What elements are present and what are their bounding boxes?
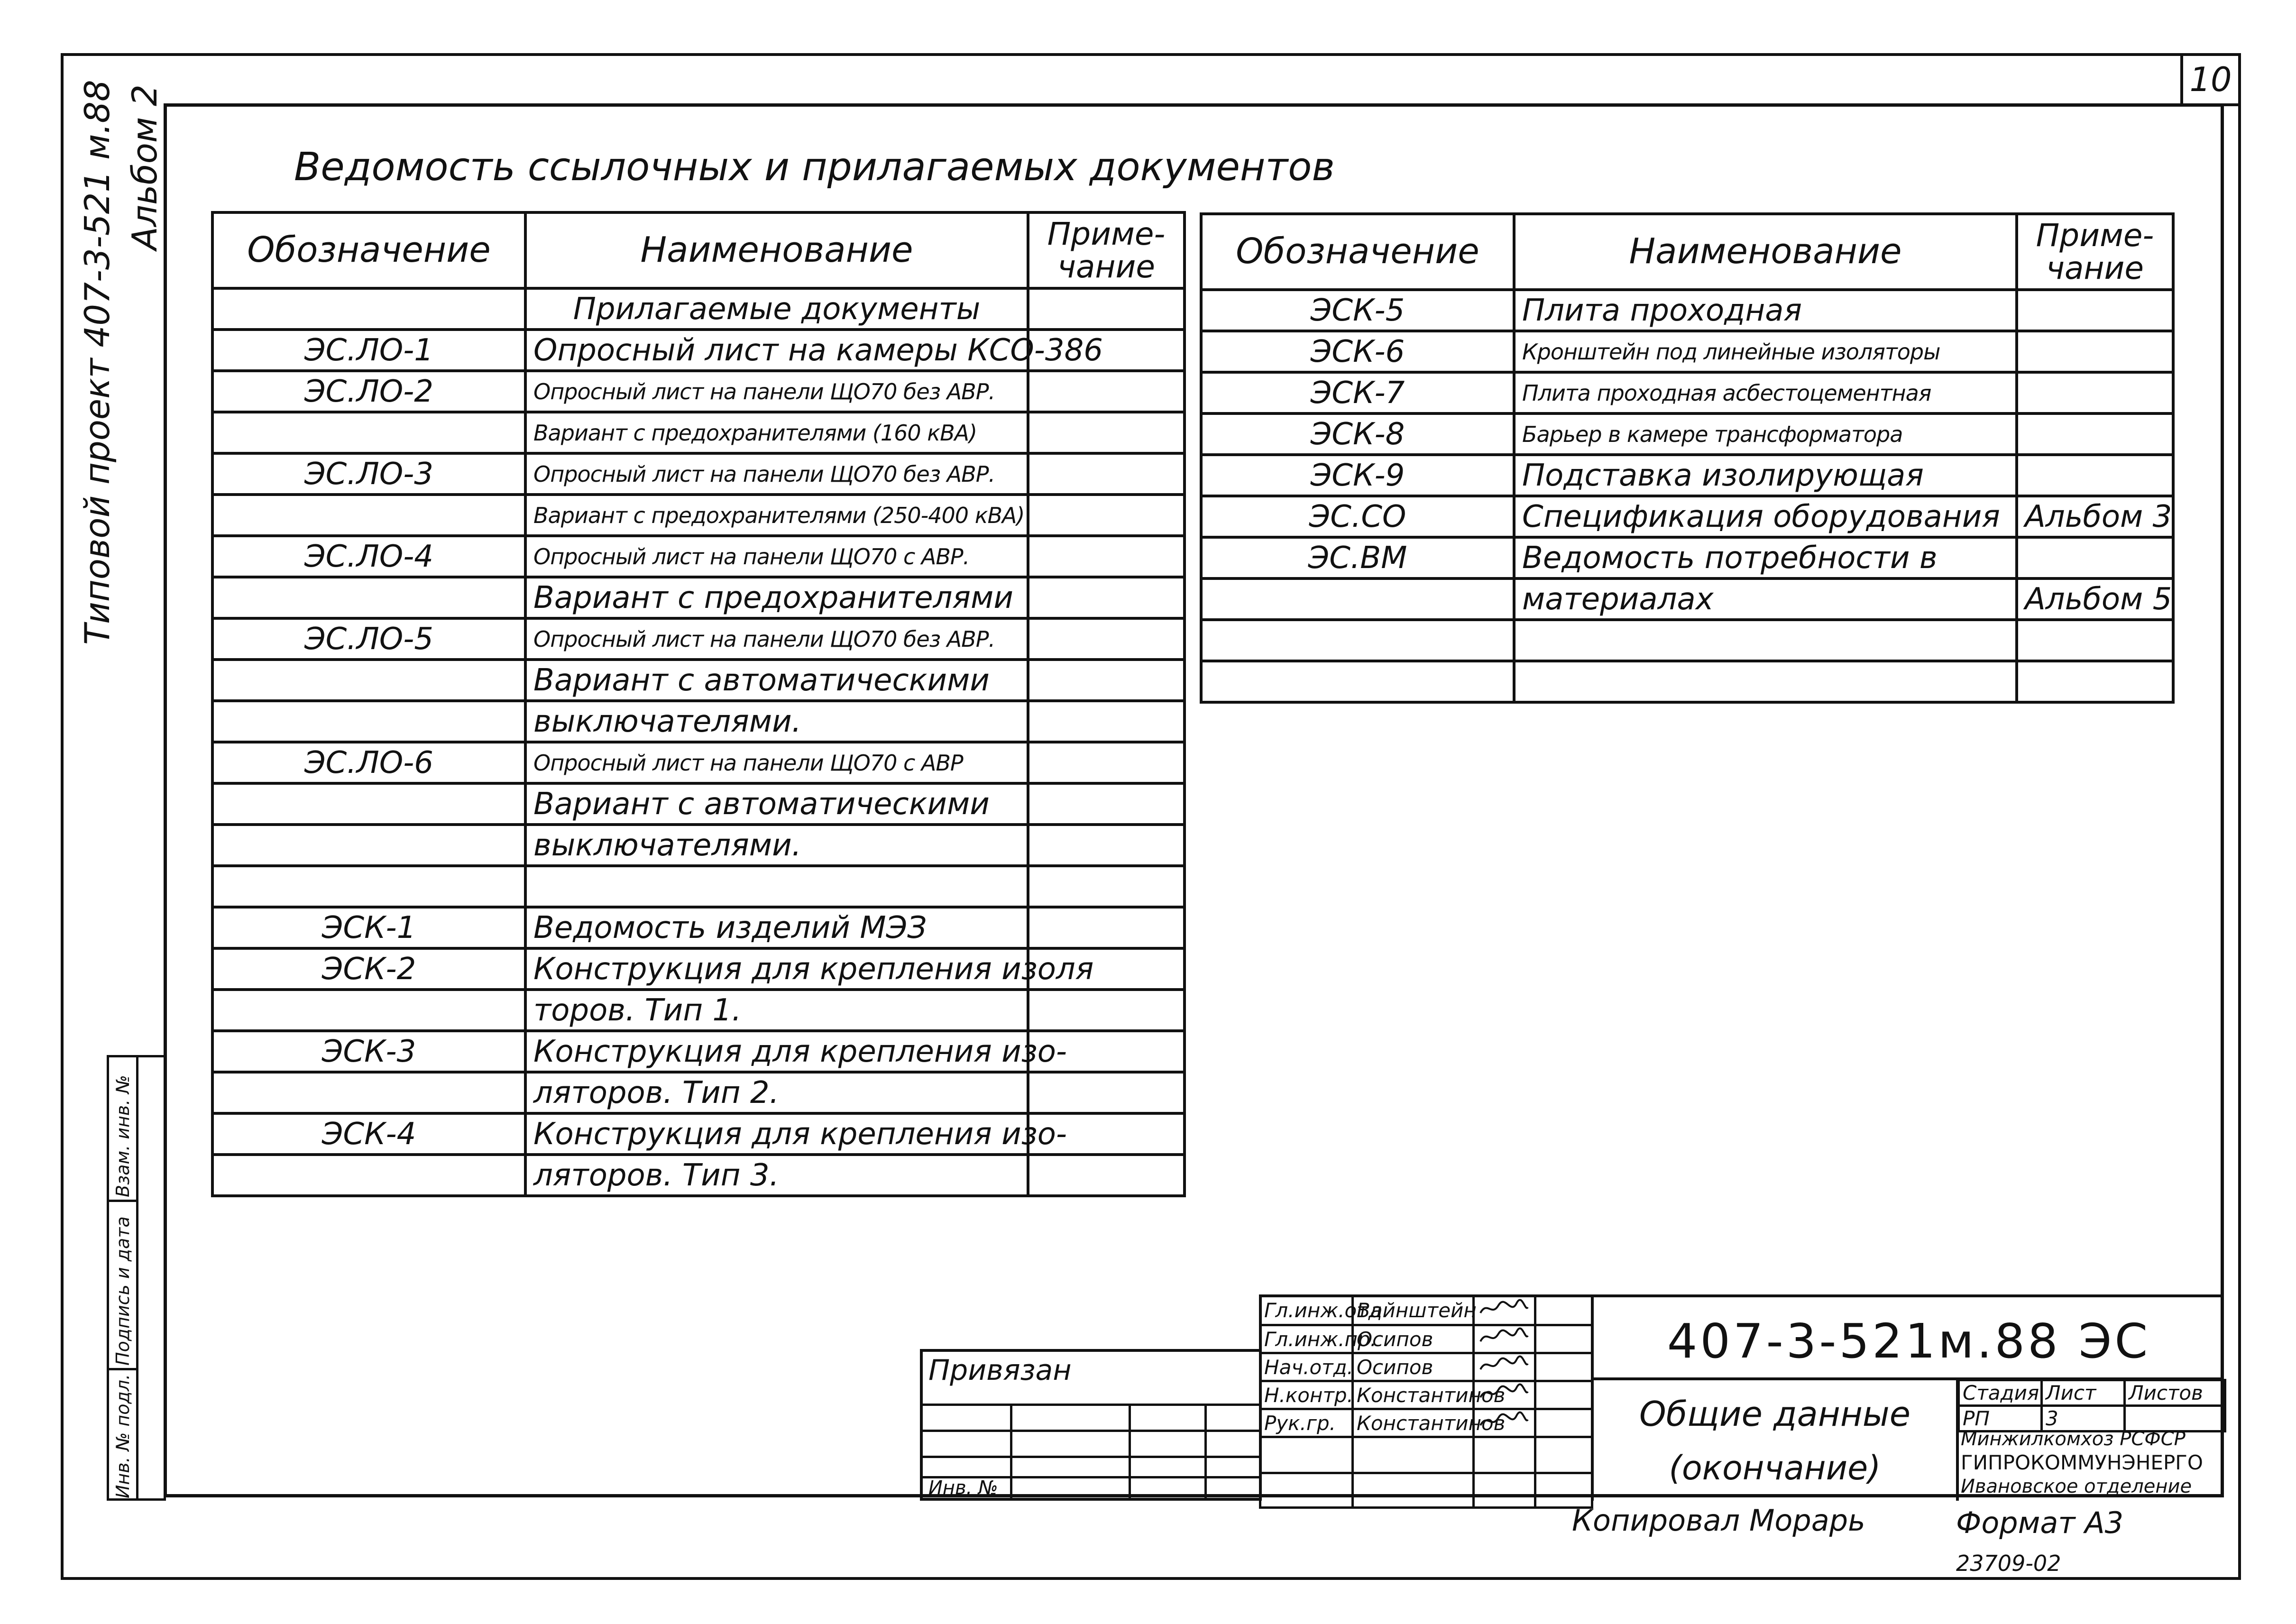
date-cell: [1353, 1473, 1474, 1508]
binding-stamp: [920, 1349, 1261, 1501]
date-cell: [1535, 1409, 1592, 1437]
organization-branch: Ивановское отделение: [1961, 1476, 2192, 1497]
note-cell: [1028, 536, 1185, 577]
designation-cell: ЭСК-1: [212, 907, 525, 948]
name-cell: Опросный лист на панели ЩО70 без АВР.: [525, 453, 1028, 495]
side-strip-inv: Инв. № подл.: [112, 1374, 133, 1498]
table-row: [212, 1031, 1185, 1072]
inventory-label: Инв. №: [928, 1477, 998, 1499]
name-cell: Опросный лист на панели ЩО70 без АВР.: [525, 618, 1028, 660]
name-cell: Конструкция для крепления изоля: [525, 948, 1028, 990]
designation-cell: ЭС.ЛО-5: [212, 618, 525, 660]
designation-cell: [212, 866, 525, 907]
designation-cell: [212, 495, 525, 536]
signature-name: Осипов: [1353, 1325, 1474, 1353]
date-cell: [1260, 1437, 1353, 1473]
format-label: Формат А3: [1956, 1505, 2124, 1540]
table-row: [212, 948, 1185, 990]
side-label-project: Типовой проект 407-3-521 м.88: [77, 80, 117, 645]
designation-cell: ЭСК-5: [1201, 290, 1514, 331]
note-cell: [1028, 907, 1185, 948]
signature-row: [1260, 1296, 1592, 1325]
note-cell: [1028, 453, 1185, 495]
name-cell: Подставка изолирующая: [1514, 455, 2017, 496]
note-cell: Альбом 3: [2017, 496, 2173, 537]
name-cell: Опросный лист на панели ЩО70 без АВР.: [525, 371, 1028, 412]
table-row: [212, 495, 1185, 536]
note-cell: [2017, 290, 2173, 331]
note-cell: [1028, 495, 1185, 536]
note-cell: Альбом 5: [2017, 578, 2173, 620]
signature-cell: [1474, 1296, 1535, 1325]
table-row: [1201, 413, 2173, 455]
name-cell: Ведомость изделий МЭЗ: [525, 907, 1028, 948]
table-row: [212, 701, 1185, 742]
designation-cell: ЭСК-7: [1201, 372, 1514, 413]
handwritten-signature-icon: [1478, 1298, 1530, 1319]
document-title: Общие данные: [1639, 1394, 1911, 1434]
table-row: [212, 453, 1185, 495]
date-cell: [1535, 1381, 1592, 1409]
table-row: [212, 907, 1185, 948]
signature-row: [1260, 1437, 1592, 1473]
table-row: [212, 660, 1185, 701]
designation-cell: ЭС.ЛО-4: [212, 536, 525, 577]
designation-cell: [212, 288, 525, 330]
name-cell: торов. Тип 1.: [525, 990, 1028, 1031]
name-cell: Ведомость потребности в: [1514, 537, 2017, 578]
note-cell: [1028, 825, 1185, 866]
table-row: [1201, 661, 2173, 702]
col-header-name: Наименование: [525, 212, 1028, 288]
handwritten-signature-icon: [1478, 1326, 1530, 1347]
table-row: [1201, 372, 2173, 413]
signature-row: [1260, 1353, 1592, 1381]
sheet-value: 3: [2042, 1406, 2125, 1431]
side-label-album: Альбом 2: [125, 84, 165, 250]
organization-institute: ГИПРОКОММУНЭНЕРГО: [1961, 1451, 2203, 1474]
table-row: [1201, 331, 2173, 372]
designation-cell: ЭСК-3: [212, 1031, 525, 1072]
title-block: [1259, 1294, 2224, 1501]
name-cell: Конструкция для крепления изо-: [525, 1113, 1028, 1155]
table-row: [212, 866, 1185, 907]
designation-cell: ЭС.ВМ: [1201, 537, 1514, 578]
designation-cell: ЭСК-6: [1201, 331, 1514, 372]
side-strip-replacement: Взам. инв. №: [112, 1074, 133, 1197]
table-row: [1201, 537, 2173, 578]
note-cell: [1028, 742, 1185, 783]
page-title: Ведомость ссылочных и прилагаемых документов: [294, 145, 1335, 190]
table-row: [1201, 578, 2173, 620]
note-cell: [2017, 537, 2173, 578]
table-row: [212, 1155, 1185, 1196]
stage-table: [1957, 1379, 2226, 1432]
note-cell: [2017, 413, 2173, 455]
designation-cell: [212, 783, 525, 825]
table-row: [212, 412, 1185, 453]
stage-value: РП: [1959, 1406, 2042, 1431]
note-cell: [1028, 412, 1185, 453]
name-cell: Плита проходная асбестоцементная: [1514, 372, 2017, 413]
handwritten-signature-icon: [1478, 1410, 1530, 1431]
name-cell: [1514, 661, 2017, 702]
designation-cell: [212, 1072, 525, 1113]
date-cell: [1535, 1325, 1592, 1353]
note-cell: [1028, 1072, 1185, 1113]
note-cell: [1028, 1155, 1185, 1196]
signature-cell: [1474, 1381, 1535, 1409]
table-row: [212, 990, 1185, 1031]
note-cell: [1028, 577, 1185, 618]
designation-cell: ЭСК-2: [212, 948, 525, 990]
side-strip-signature: Подпись и дата: [112, 1216, 133, 1366]
name-cell: Спецификация оборудования: [1514, 496, 2017, 537]
side-label: [71, 80, 166, 645]
designation-cell: [212, 701, 525, 742]
name-cell: материалах: [1514, 578, 2017, 620]
name-cell: Вариант с предохранителями: [525, 577, 1028, 618]
date-cell: [1535, 1353, 1592, 1381]
table-row: [212, 371, 1185, 412]
sheet-header: Лист: [2042, 1380, 2125, 1406]
col-header-designation: Обозначение: [1201, 214, 1514, 290]
table-row: [212, 577, 1185, 618]
designation-cell: ЭС.ЛО-1: [212, 330, 525, 371]
signature-role: Нач.отд.: [1260, 1353, 1353, 1381]
signature-name: Константинов: [1353, 1381, 1474, 1409]
organization: [1961, 1427, 2224, 1498]
side-strip: [107, 1055, 166, 1501]
name-cell: Вариант с автоматическими: [525, 783, 1028, 825]
signature-cell: [1474, 1353, 1535, 1381]
designation-cell: [212, 577, 525, 618]
date-cell: [1535, 1437, 1592, 1473]
name-cell: Прилагаемые документы: [525, 288, 1028, 330]
table-row: [1201, 620, 2173, 661]
table-row: [212, 783, 1185, 825]
name-cell: Барьер в камере трансформатора: [1514, 413, 2017, 455]
note-cell: [1028, 866, 1185, 907]
archive-number: 23709-02: [1956, 1551, 2061, 1576]
note-cell: [1028, 990, 1185, 1031]
col-header-note: Приме- чание: [1028, 212, 1185, 288]
table-row: [212, 288, 1185, 330]
note-cell: [1028, 701, 1185, 742]
designation-cell: [1201, 578, 1514, 620]
stage-header: Стадия: [1959, 1380, 2042, 1406]
col-header-designation: Обозначение: [212, 212, 525, 288]
note-cell: [1028, 288, 1185, 330]
table-row: [212, 536, 1185, 577]
note-cell: [2017, 620, 2173, 661]
note-cell: [2017, 455, 2173, 496]
document-subtitle: (окончание): [1669, 1449, 1881, 1487]
document-code: 407-3-521м.88 ЭС: [1667, 1313, 2151, 1369]
signature-name: Вайнштейн: [1353, 1296, 1474, 1325]
table-row: [212, 1072, 1185, 1113]
table-row: [212, 330, 1185, 371]
name-cell: Опросный лист на панели ЩО70 с АВР.: [525, 536, 1028, 577]
signature-table: [1259, 1294, 1593, 1509]
left-document-table: [211, 211, 1186, 1197]
signature-cell: [1474, 1409, 1535, 1437]
signature-name: Константинов: [1353, 1409, 1474, 1437]
name-cell: Опросный лист на панели ЩО70 с АВР: [525, 742, 1028, 783]
col-header-note: Приме- чание: [2017, 214, 2173, 290]
note-cell: [2017, 331, 2173, 372]
designation-cell: [212, 660, 525, 701]
designation-cell: ЭСК-9: [1201, 455, 1514, 496]
table-row: [1201, 496, 2173, 537]
signature-row: [1260, 1325, 1592, 1353]
name-cell: Вариант с автоматическими: [525, 660, 1028, 701]
designation-cell: ЭСК-8: [1201, 413, 1514, 455]
name-cell: ляторов. Тип 3.: [525, 1155, 1028, 1196]
name-cell: Вариант с предохранителями (160 кВА): [525, 412, 1028, 453]
signature-role: Гл.инж.пр.: [1260, 1325, 1353, 1353]
signature-row: [1260, 1473, 1592, 1508]
designation-cell: [212, 990, 525, 1031]
signature-cell: [1474, 1437, 1535, 1473]
date-cell: [1260, 1473, 1353, 1508]
name-cell: [525, 866, 1028, 907]
note-cell: [1028, 783, 1185, 825]
note-cell: [2017, 661, 2173, 702]
designation-cell: ЭС.ЛО-6: [212, 742, 525, 783]
designation-cell: [212, 825, 525, 866]
name-cell: Кронштейн под линейные изоляторы: [1514, 331, 2017, 372]
table-row: [1201, 290, 2173, 331]
table-row: [212, 1113, 1185, 1155]
right-document-table: [1200, 212, 2175, 704]
copied-by: Копировал Морарь: [1572, 1503, 1865, 1538]
designation-cell: ЭС.СО: [1201, 496, 1514, 537]
note-cell: [2017, 372, 2173, 413]
sheets-header: Листов: [2125, 1380, 2225, 1406]
designation-cell: [1201, 661, 1514, 702]
note-cell: [1028, 371, 1185, 412]
designation-cell: ЭС.ЛО-2: [212, 371, 525, 412]
signature-role: Н.контр.: [1260, 1381, 1353, 1409]
signature-cell: [1474, 1325, 1535, 1353]
date-cell: [1535, 1296, 1592, 1325]
col-header-name: Наименование: [1514, 214, 2017, 290]
table-row: [212, 742, 1185, 783]
sheet-number-box: [2180, 53, 2241, 106]
organization-ministry: Минжилкомхоз РСФСР: [1961, 1428, 2186, 1450]
signature-cell: [1474, 1473, 1535, 1508]
name-cell: Вариант с предохранителями (250-400 кВА): [525, 495, 1028, 536]
handwritten-signature-icon: [1478, 1382, 1530, 1403]
table-row: [1201, 455, 2173, 496]
sheet-number: 10: [2189, 60, 2232, 99]
name-cell: Опросный лист на камеры КСО-386: [525, 330, 1028, 371]
signature-role: Рук.гр.: [1260, 1409, 1353, 1437]
designation-cell: [1201, 620, 1514, 661]
designation-cell: [212, 412, 525, 453]
signature-name: Осипов: [1353, 1353, 1474, 1381]
designation-cell: ЭСК-4: [212, 1113, 525, 1155]
table-row: [212, 825, 1185, 866]
name-cell: [1514, 620, 2017, 661]
signature-row: [1260, 1409, 1592, 1437]
date-cell: [1535, 1473, 1592, 1508]
name-cell: Плита проходная: [1514, 290, 2017, 331]
handwritten-signature-icon: [1478, 1354, 1530, 1375]
date-cell: [1353, 1437, 1474, 1473]
signature-role: Гл.инж.отд.: [1260, 1296, 1353, 1325]
name-cell: выключателями.: [525, 825, 1028, 866]
binding-label: Привязан: [928, 1354, 1072, 1387]
designation-cell: [212, 1155, 525, 1196]
note-cell: [1028, 660, 1185, 701]
name-cell: выключателями.: [525, 701, 1028, 742]
table-row: [212, 618, 1185, 660]
name-cell: ляторов. Тип 2.: [525, 1072, 1028, 1113]
note-cell: [1028, 618, 1185, 660]
designation-cell: ЭС.ЛО-3: [212, 453, 525, 495]
signature-row: [1260, 1381, 1592, 1409]
name-cell: Конструкция для крепления изо-: [525, 1031, 1028, 1072]
